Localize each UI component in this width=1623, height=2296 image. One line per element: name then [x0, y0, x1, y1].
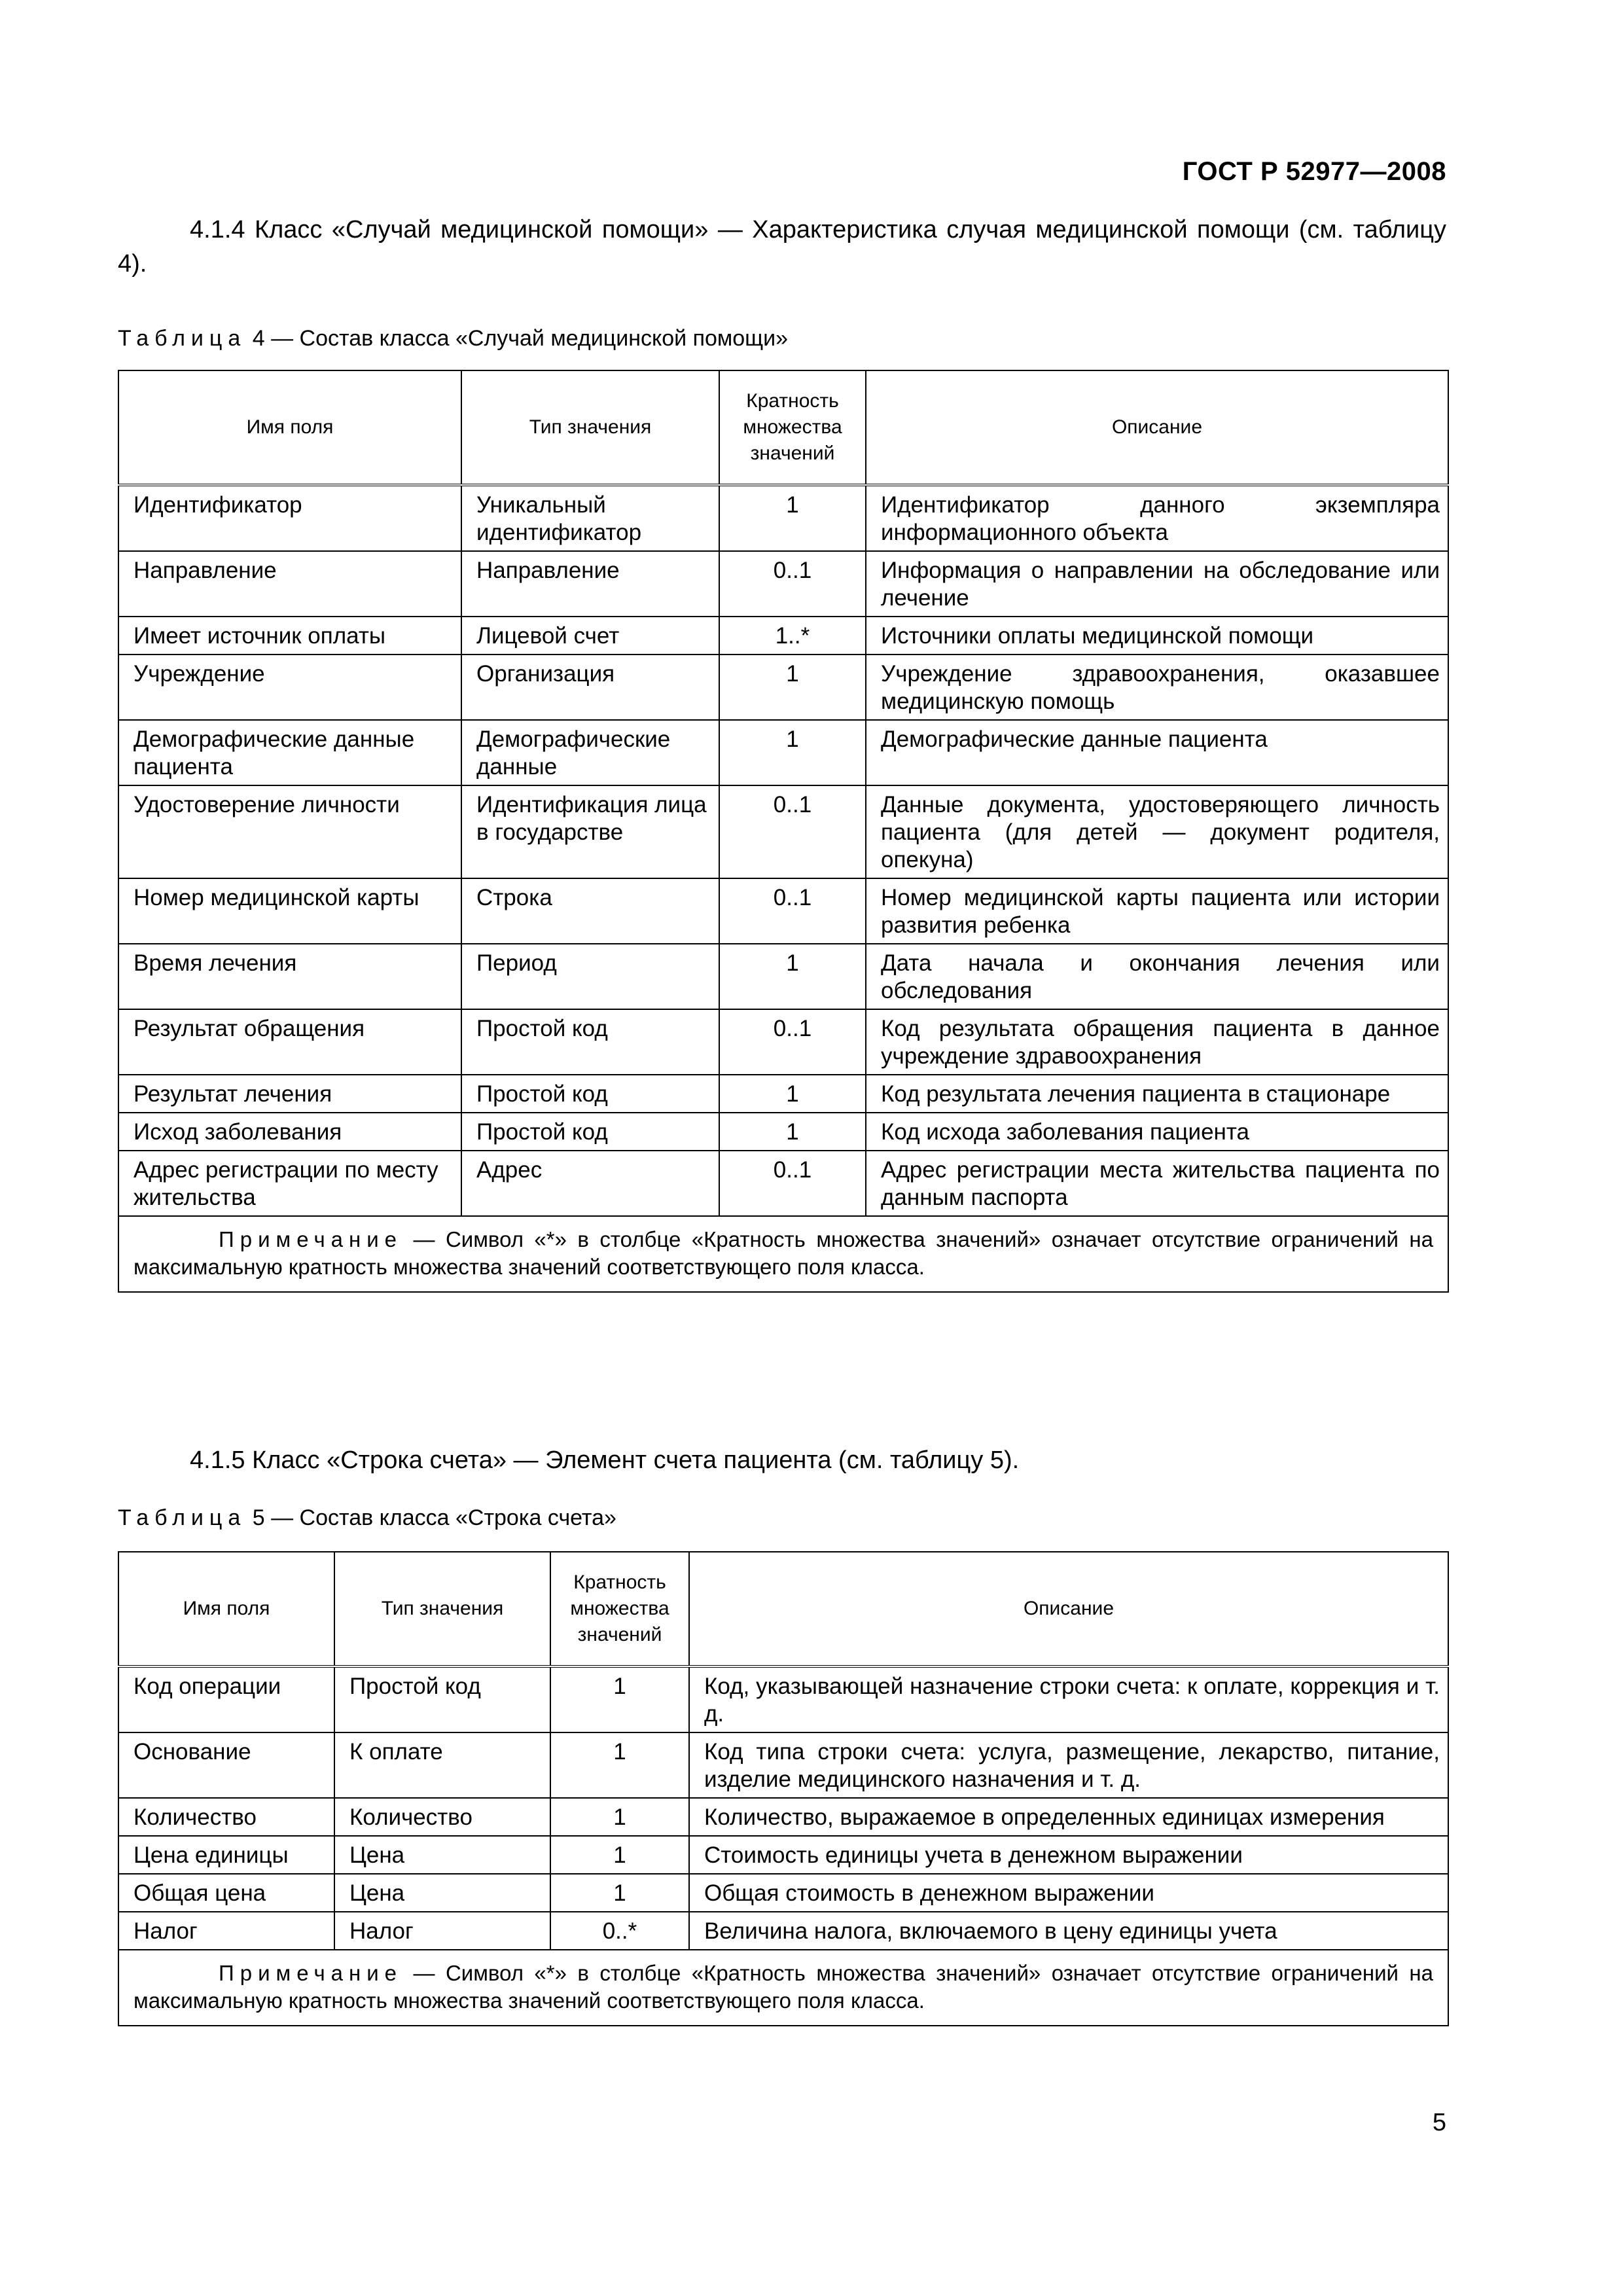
cell-value-type: Простой код	[334, 1666, 550, 1732]
note-label: Примечание	[219, 1227, 403, 1251]
cell-description: Общая стоимость в денежном выражении	[689, 1874, 1448, 1912]
cell-description: Источники оплаты медицинской помощи	[866, 617, 1448, 655]
cell-description: Код результата обращения пациента в данное учреждение здравоохранения	[866, 1009, 1448, 1075]
table-row	[118, 1912, 1448, 1950]
cell-field-name: Удостоверение личности	[118, 785, 461, 878]
table-5-caption	[118, 1505, 616, 1531]
cell-value-type: Цена	[334, 1874, 550, 1912]
table-row	[118, 785, 1448, 878]
column-header-field-name: Имя поля	[118, 370, 461, 485]
table-row	[118, 655, 1448, 720]
cell-multiplicity: 1	[550, 1732, 689, 1798]
cell-field-name: Имеет источник оплаты	[118, 617, 461, 655]
cell-field-name: Общая цена	[118, 1874, 334, 1912]
cell-field-name: Направление	[118, 551, 461, 617]
cell-multiplicity: 0..1	[719, 1009, 866, 1075]
table-4	[118, 370, 1449, 1293]
table-5-caption-title: 5 — Состав класса «Строка счета»	[246, 1505, 616, 1530]
column-header-field-name: Имя поля	[118, 1552, 334, 1666]
table-row	[118, 1732, 1448, 1798]
table-4-caption	[118, 326, 788, 351]
cell-description: Код результата лечения пациента в стационаре	[866, 1075, 1448, 1113]
table-row	[118, 1874, 1448, 1912]
cell-field-name: Демографические данные пациента	[118, 720, 461, 785]
table-4-note-row	[118, 1216, 1448, 1292]
cell-value-type: Лицевой счет	[461, 617, 719, 655]
table-row	[118, 1075, 1448, 1113]
table-4-header-row	[118, 370, 1448, 485]
column-header-multiplicity: Кратность множества значений	[550, 1552, 689, 1666]
column-header-value-type: Тип значения	[461, 370, 719, 485]
cell-multiplicity: 1	[719, 1113, 866, 1151]
column-header-description: Описание	[689, 1552, 1448, 1666]
table-row	[118, 485, 1448, 551]
cell-field-name: Адрес регистрации по месту жительства	[118, 1151, 461, 1216]
cell-multiplicity: 1	[550, 1874, 689, 1912]
cell-value-type: Простой код	[461, 1113, 719, 1151]
note-text: — Символ «*» в столбце «Кратность множества значений» означает отсутствие ограничений на максимальную кратность множества значений соответствующего поля класса.	[134, 1961, 1433, 2013]
cell-description: Количество, выражаемое в определенных единицах измерения	[689, 1798, 1448, 1836]
table-row	[118, 617, 1448, 655]
cell-multiplicity: 1	[550, 1798, 689, 1836]
cell-field-name: Идентификатор	[118, 485, 461, 551]
table-row	[118, 944, 1448, 1009]
cell-multiplicity: 0..1	[719, 1151, 866, 1216]
table-5-caption-label: Таблица	[118, 1505, 247, 1530]
table-row	[118, 720, 1448, 785]
cell-description: Учреждение здравоохранения, оказавшее медицинскую помощь	[866, 655, 1448, 720]
cell-value-type: К оплате	[334, 1732, 550, 1798]
cell-field-name: Налог	[118, 1912, 334, 1950]
cell-description: Данные документа, удостоверяющего личность пациента (для детей — документ родителя, опекуна)	[866, 785, 1448, 878]
table-row	[118, 1113, 1448, 1151]
table-row	[118, 1798, 1448, 1836]
table-4-caption-label: Таблица	[118, 326, 247, 351]
cell-multiplicity: 1	[719, 1075, 866, 1113]
cell-description: Код исхода заболевания пациента	[866, 1113, 1448, 1151]
table-row	[118, 878, 1448, 944]
cell-description: Адрес регистрации места жительства пациента по данным паспорта	[866, 1151, 1448, 1216]
cell-multiplicity: 1	[550, 1666, 689, 1732]
page-number: 5	[1432, 2109, 1446, 2136]
table-5-note-row	[118, 1950, 1448, 2026]
cell-description: Дата начала и окончания лечения или обследования	[866, 944, 1448, 1009]
table-row	[118, 1009, 1448, 1075]
column-header-description: Описание	[866, 370, 1448, 485]
cell-value-type: Идентификация лица в государстве	[461, 785, 719, 878]
table-4-caption-title: 4 — Состав класса «Случай медицинской помощи»	[246, 326, 789, 351]
table-row	[118, 1666, 1448, 1732]
cell-description: Информация о направлении на обследование или лечение	[866, 551, 1448, 617]
cell-multiplicity: 1	[719, 720, 866, 785]
cell-value-type: Цена	[334, 1836, 550, 1874]
cell-multiplicity: 1	[719, 655, 866, 720]
cell-value-type: Адрес	[461, 1151, 719, 1216]
cell-multiplicity: 1	[719, 485, 866, 551]
cell-value-type: Организация	[461, 655, 719, 720]
cell-field-name: Основание	[118, 1732, 334, 1798]
cell-description: Код, указывающей назначение строки счета: к оплате, коррекция и т. д.	[689, 1666, 1448, 1732]
cell-field-name: Код операции	[118, 1666, 334, 1732]
cell-description: Код типа строки счета: услуга, размещение, лекарство, питание, изделие медицинского назначения и т. д.	[689, 1732, 1448, 1798]
cell-field-name: Результат лечения	[118, 1075, 461, 1113]
note-text: — Символ «*» в столбце «Кратность множества значений» означает отсутствие ограничений на максимальную кратность множества значений соответствующего поля класса.	[134, 1227, 1433, 1279]
section-4-1-5-text: 4.1.5 Класс «Строка счета» — Элемент счета пациента (см. таблицу 5).	[190, 1446, 1020, 1474]
cell-description: Стоимость единицы учета в денежном выражении	[689, 1836, 1448, 1874]
table-5	[118, 1551, 1449, 2026]
table-row	[118, 551, 1448, 617]
cell-field-name: Номер медицинской карты	[118, 878, 461, 944]
cell-value-type: Направление	[461, 551, 719, 617]
table-4-note	[118, 1216, 1448, 1292]
table-5-header-row	[118, 1552, 1448, 1666]
cell-value-type: Количество	[334, 1798, 550, 1836]
cell-field-name: Результат обращения	[118, 1009, 461, 1075]
table-row	[118, 1151, 1448, 1216]
cell-description: Демографические данные пациента	[866, 720, 1448, 785]
cell-multiplicity: 0..1	[719, 878, 866, 944]
table-5-note	[118, 1950, 1448, 2026]
cell-description: Идентификатор данного экземпляра информационного объекта	[866, 485, 1448, 551]
cell-multiplicity: 1..*	[719, 617, 866, 655]
section-4-1-4-text: 4.1.4 Класс «Случай медицинской помощи» — Характеристика случая медицинской помощи (см. таблицу 4).	[118, 216, 1446, 278]
cell-value-type: Период	[461, 944, 719, 1009]
cell-multiplicity: 0..1	[719, 551, 866, 617]
standard-designation: ГОСТ Р 52977—2008	[1182, 157, 1446, 186]
cell-field-name: Учреждение	[118, 655, 461, 720]
cell-value-type: Простой код	[461, 1075, 719, 1113]
column-header-multiplicity: Кратность множества значений	[719, 370, 866, 485]
cell-multiplicity: 0..*	[550, 1912, 689, 1950]
cell-multiplicity: 0..1	[719, 785, 866, 878]
cell-field-name: Исход заболевания	[118, 1113, 461, 1151]
cell-value-type: Налог	[334, 1912, 550, 1950]
cell-value-type: Строка	[461, 878, 719, 944]
cell-multiplicity: 1	[719, 944, 866, 1009]
cell-field-name: Цена единицы	[118, 1836, 334, 1874]
cell-field-name: Время лечения	[118, 944, 461, 1009]
cell-multiplicity: 1	[550, 1836, 689, 1874]
cell-value-type: Простой код	[461, 1009, 719, 1075]
cell-value-type: Уникальный идентификатор	[461, 485, 719, 551]
cell-description: Величина налога, включаемого в цену единицы учета	[689, 1912, 1448, 1950]
note-label: Примечание	[219, 1961, 403, 1985]
table-row	[118, 1836, 1448, 1874]
cell-field-name: Количество	[118, 1798, 334, 1836]
column-header-value-type: Тип значения	[334, 1552, 550, 1666]
cell-description: Номер медицинской карты пациента или истории развития ребенка	[866, 878, 1448, 944]
cell-value-type: Демографические данные	[461, 720, 719, 785]
